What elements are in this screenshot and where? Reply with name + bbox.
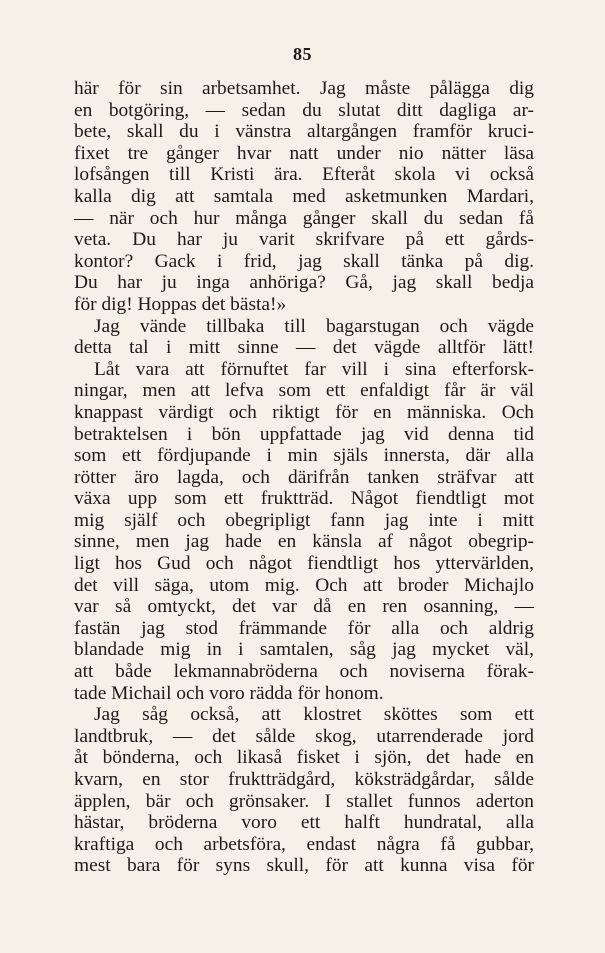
- text-line: rötter äro lagda, och därifrån tanken sträfvar att: [74, 466, 534, 488]
- text-line: Jag såg också, att klostret sköttes som ett: [94, 704, 534, 726]
- text-line: detta tal i mitt sinne — det vägde alltför lätt!: [74, 337, 534, 359]
- text-line: Du har ju inga anhöriga? Gå, jag skall bedja: [74, 272, 534, 294]
- text-line: var så omtyckt, det var då en ren osanning, —: [74, 596, 534, 618]
- text-line: åt bönderna, och likaså fisket i sjön, det hade en: [74, 747, 534, 769]
- body-text: [74, 78, 534, 877]
- text-line: bete, skall du i vänstra altargången framför kruci-: [74, 121, 534, 143]
- text-line: lofsången till Kristi ära. Efteråt skola vi också: [74, 164, 534, 186]
- text-line: som ett fördjupande i min själs innersta, där alla: [74, 445, 534, 467]
- text-line: här för sin arbetsamhet. Jag måste pålägga dig: [74, 78, 534, 99]
- text-line: Låt vara att förnuftet far vill i sina efterforsk-: [94, 358, 534, 380]
- text-line: växa upp som ett fruktträd. Något fiendtligt mot: [74, 488, 534, 510]
- page-number: 85: [293, 44, 312, 64]
- text-line: en botgöring, — sedan du slutat ditt dagliga ar-: [74, 99, 534, 121]
- text-line: äpplen, bär och grönsaker. I stallet funnos aderton: [74, 790, 534, 812]
- text-line: hästar, bröderna voro ett halft hundratal, alla: [74, 812, 534, 834]
- text-line: betraktelsen i bön uppfattade jag vid denna tid: [74, 423, 534, 445]
- text-line: landtbruk, — det sålde skog, utarrenderade jord: [74, 725, 534, 747]
- text-line: veta. Du har ju varit skrifvare på ett gårds-: [74, 229, 534, 251]
- text-line: Jag vände tillbaka till bagarstugan och vägde: [94, 315, 534, 337]
- text-line: tade Michail och voro rädda för honom.: [74, 682, 384, 704]
- text-line: kontor? Gack i frid, jag skall tänka på dig.: [74, 250, 534, 272]
- text-line: fixet tre gånger hvar natt under nio nätter läsa: [74, 142, 534, 164]
- text-line: för dig! Hoppas det bästa!»: [74, 293, 287, 315]
- text-line: sinne, men jag hade en känsla af något obegrip-: [74, 531, 534, 553]
- text-line: blandade mig in i samtalen, såg jag mycket väl,: [74, 639, 534, 661]
- text-line: kraftiga och arbetsföra, endast några få gubbar,: [74, 833, 534, 855]
- text-line: ligt hos Gud och något fiendtligt hos yttervärlden,: [74, 553, 534, 575]
- text-line: kvarn, en stor fruktträdgård, köksträdgårdar, sålde: [74, 769, 534, 790]
- text-line: fastän jag stod främmande för alla och aldrig: [74, 617, 534, 639]
- text-line: mest bara för syns skull, för att kunna visa för: [74, 855, 534, 877]
- text-line: att både lekmannabröderna och noviserna förak-: [74, 661, 534, 683]
- text-line: det vill säga, utom mig. Och att broder Michajlo: [74, 574, 534, 596]
- text-line: — när och hur många gånger skall du sedan få: [74, 207, 534, 229]
- text-line: kalla dig att samtala med asketmunken Mardari,: [74, 185, 534, 207]
- text-line: knappast värdigt och riktigt för en människa. Och: [74, 401, 534, 423]
- text-line: ningar, men att lefva som ett enfaldigt får är väl: [74, 380, 534, 402]
- text-line: mig själf och obegripligt fann jag inte i mitt: [74, 509, 534, 531]
